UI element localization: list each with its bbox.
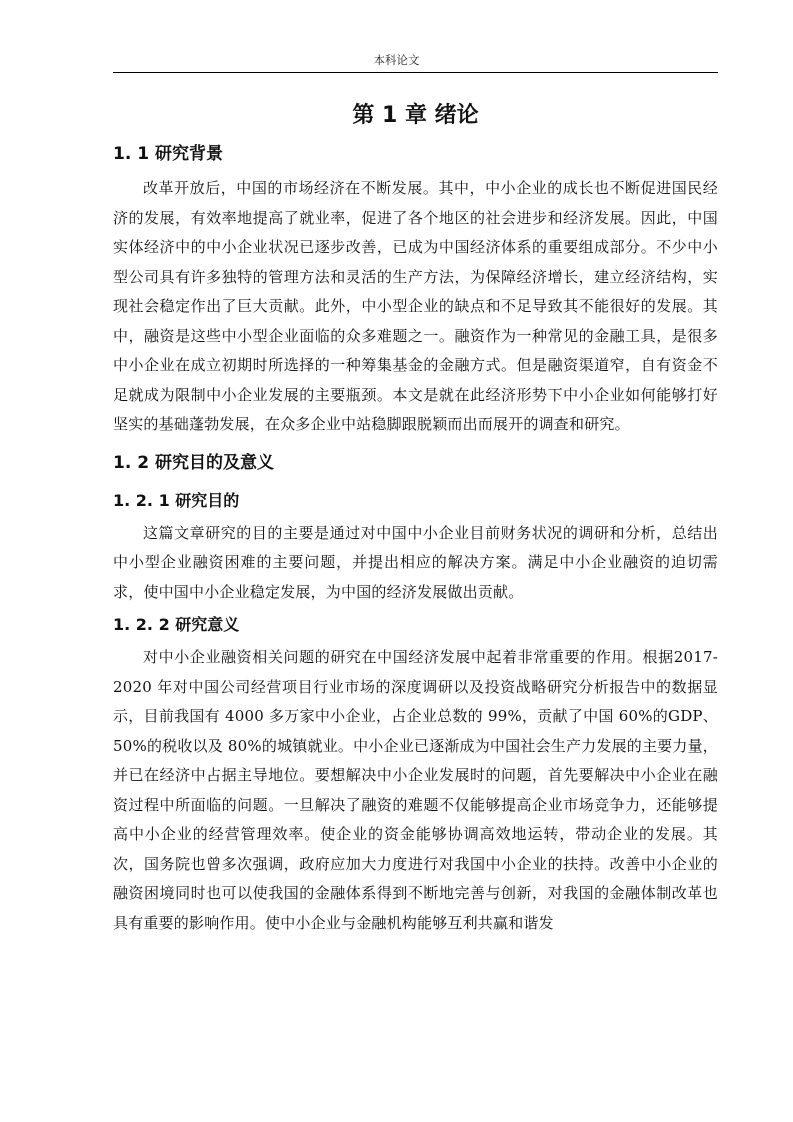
paragraph-research-significance: 对中小企业融资相关问题的研究在中国经济发展中起着非常重要的作用。根据2017-2020 年对中国公司经营项目行业市场的深度调研以及投资战略研究分析报告中的数据显示，目前我国有 4000 多万家中小企业，占企业总数的 99%，贡献了中国 60%的GDP、50%的税收以及 80%的城镇就业。中小企业已逐渐成为中国社会生产力发展的主要力量，并已在经济中占据主导地位。要想解决中小企业发展时的问题，首先要解决中小企业在融资过程中所面临的问题。一旦解决了融资的难题不仅能够提高企业市场竞争力，还能够提高中小企业的经营管理效率。使企业的资金能够协调高效地运转，带动企业的发展。其次，国务院也曾多次强调，政府应加大力度进行对我国中小企业的扶持。改善中小企业的融资困境同时也可以使我国的金融体系得到不断地完善与创新，对我国的金融体制改革也具有重要的影响作用。使中小企业与金融机构能够互利共赢和谐发	[113, 648, 718, 932]
subsection-heading-1-2-2: 1. 2. 2 研究意义	[113, 615, 240, 634]
paragraph-research-purpose: 这篇文章研究的目的主要是通过对中国中小企业目前财务状况的调研和分析，总结出中小型企业融资困难的主要问题，并提出相应的解决方案。满足中小企业融资的迫切需求，使中国中小企业稳定发展，为中国的经济发展做出贡献。	[113, 523, 718, 601]
section-heading-1-1: 1. 1 研究背景	[113, 144, 223, 164]
section-heading-1-2: 1. 2 研究目的及意义	[113, 452, 274, 473]
page-content	[113, 98, 718, 938]
subsection-heading-1-2-1: 1. 2. 1 研究目的	[113, 490, 240, 510]
chapter-title: 第 1 章 绪论	[352, 103, 479, 128]
header-rule	[113, 72, 718, 73]
paragraph-research-background: 改革开放后，中国的市场经济在不断发展。其中，中小企业的成长也不断促进国民经济的发展，有效率地提高了就业率，促进了各个地区的社会进步和经济发展。因此，中国实体经济中的中小企业状况已逐步改善，已成为中国经济体系的重要组成部分。不少中小型公司具有许多独特的管理方法和灵活的生产方法，为保障经济增长，建立经济结构，实现社会稳定作出了巨大贡献。此外，中小型企业的缺点和不足导致其不能很好的发展。其中，融资是这些中小型企业面临的众多难题之一。融资作为一种常见的金融工具，是很多中小企业在成立初期时所选择的一种筹集基金的金融方式。但是融资渠道窄，自有资金不足就成为限制中小企业发展的主要瓶颈。本文是就在此经济形势下中小企业如何能够打好坚实的基础蓬勃发展，在众多企业中站稳脚跟脱颖而出而展开的调查和研究。	[113, 179, 718, 433]
running-header: 本科论文	[373, 53, 420, 67]
